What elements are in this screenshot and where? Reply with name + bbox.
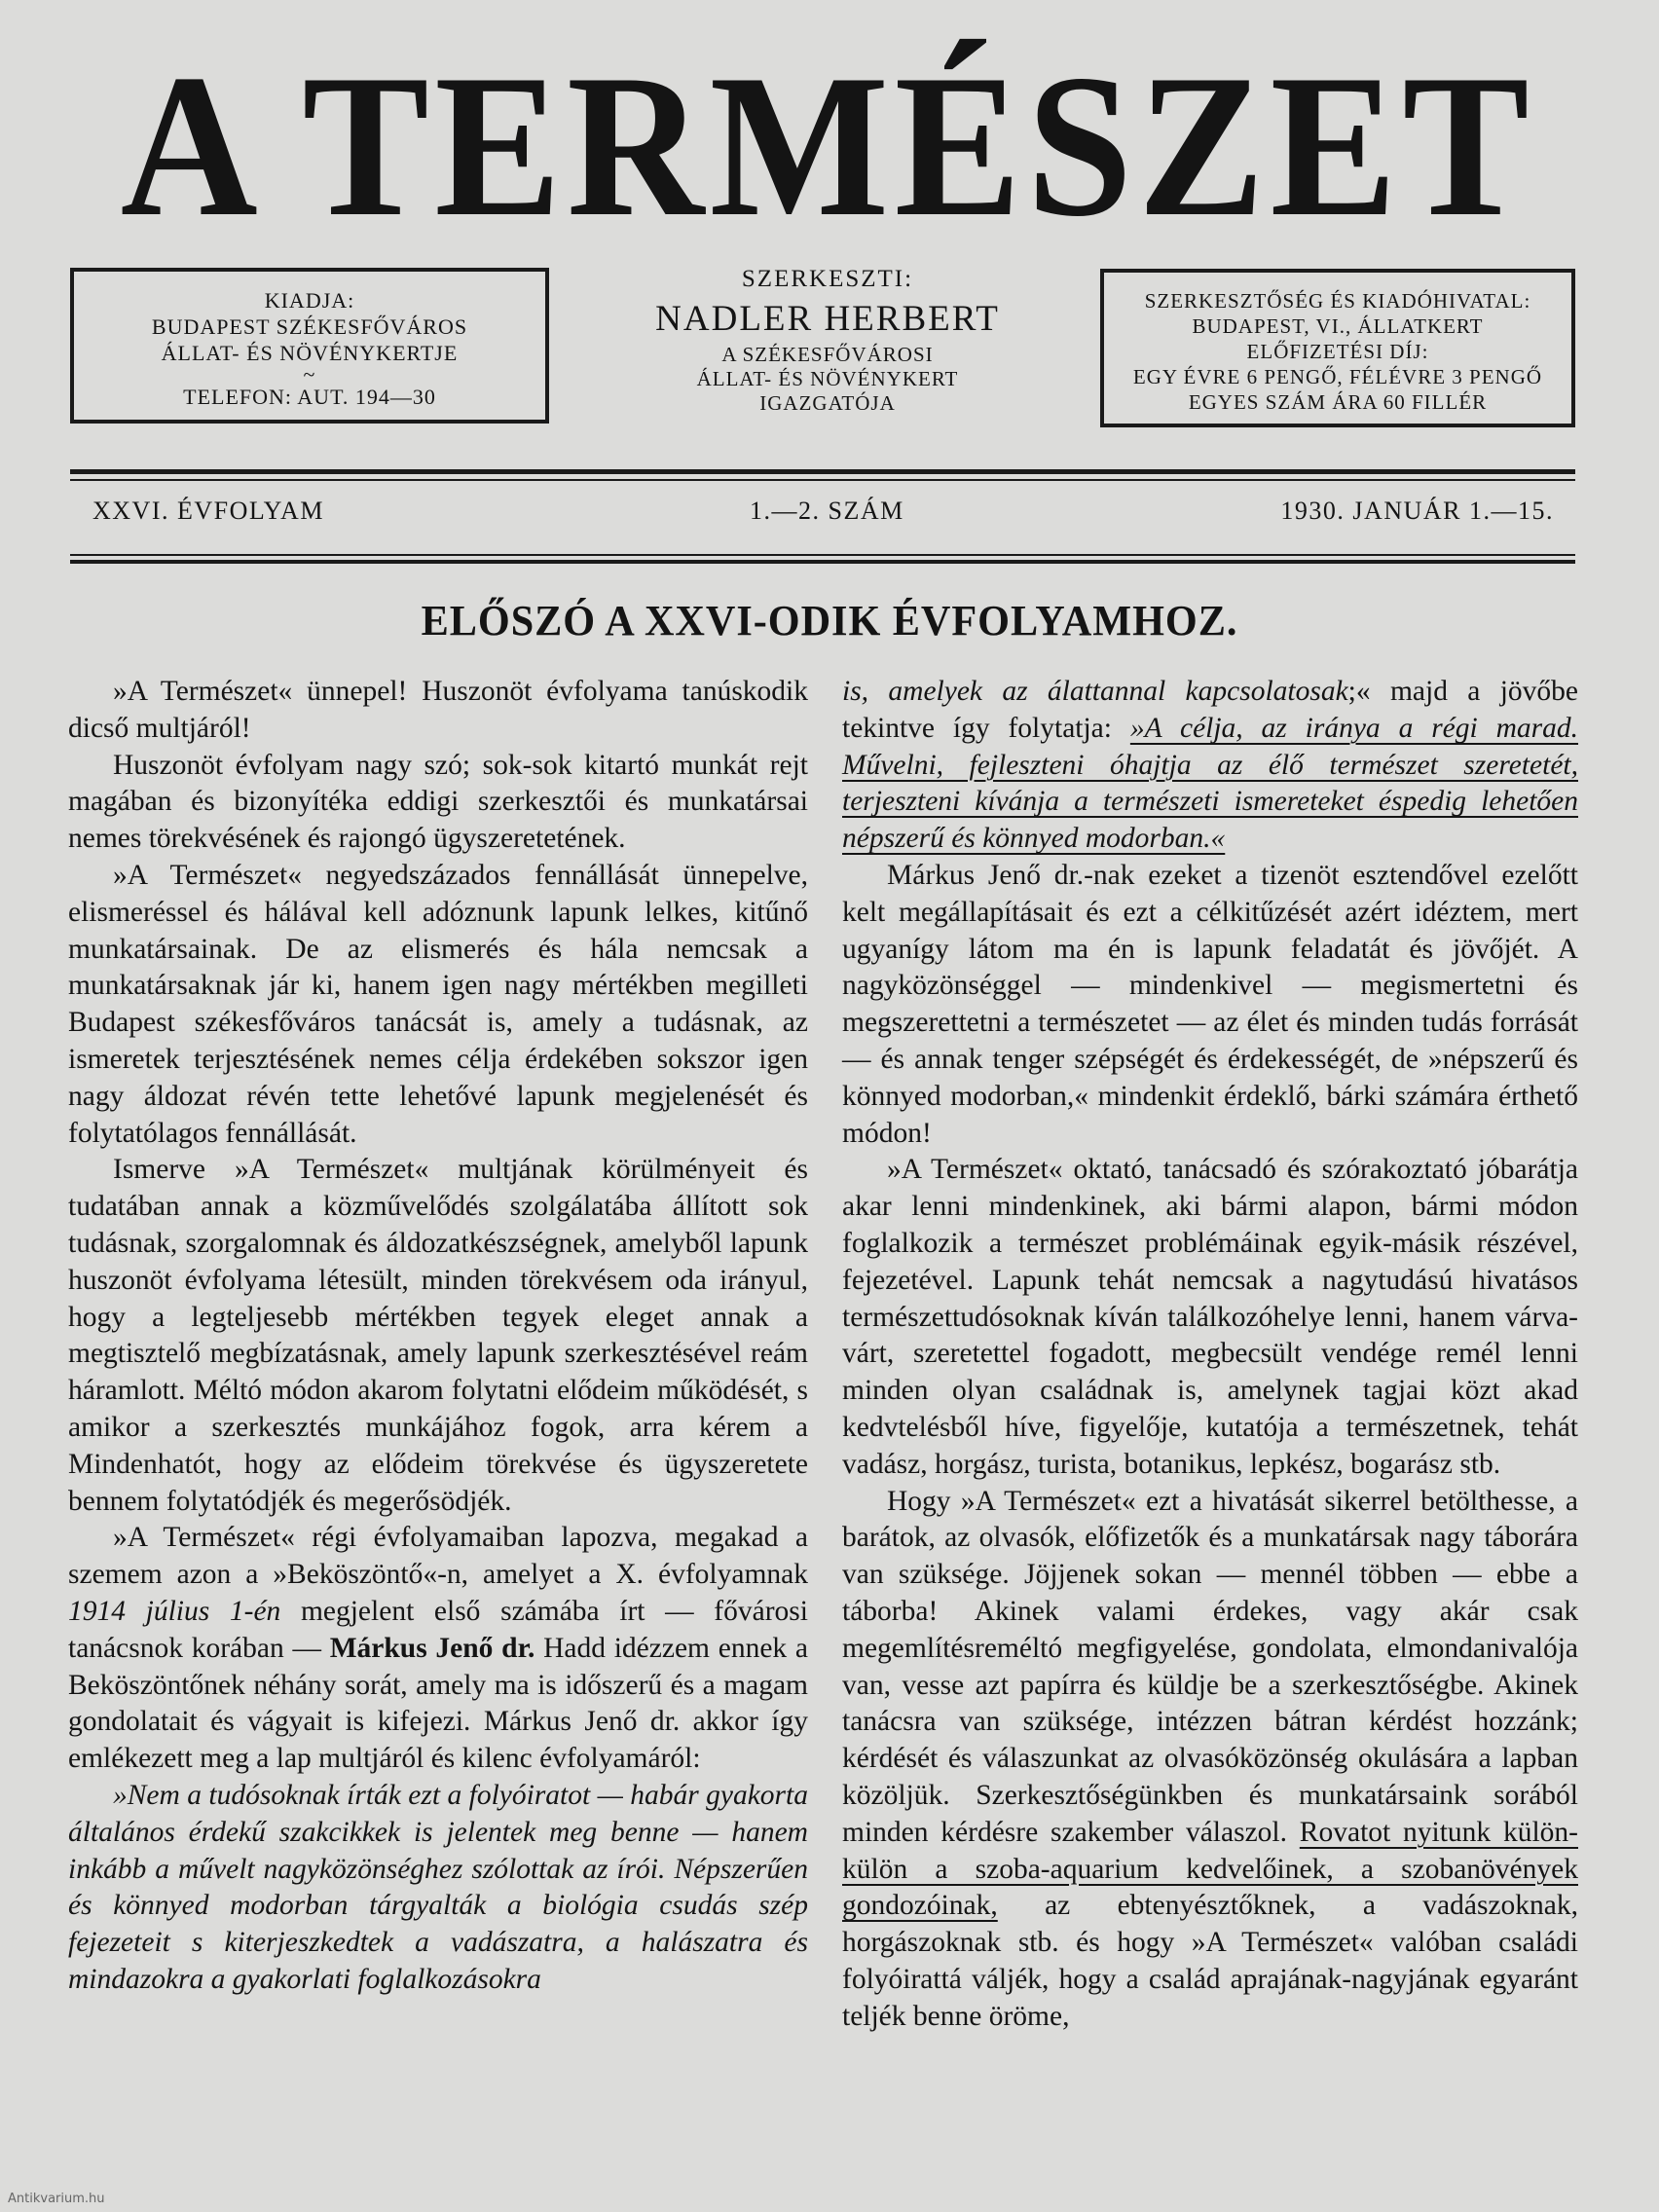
- publisher-box: [70, 268, 549, 424]
- publisher-label: KIADJA:: [264, 288, 355, 313]
- text-run: Hadd idézzem ennek a Beköszöntőnek néhány sorát, amely ma is időszerű és a magam gondolatait és vágyait is kifejezi. Márkus Jenő dr. akkor így emlékezett meg a lap multjáról és kilenc évfolyamáról:: [68, 1632, 809, 1775]
- quote-text: is, amelyek az álattannal kapcsolatosak: [842, 676, 1348, 707]
- text-run: megjelent első számába írt — fővárosi tanácsnok korában —: [68, 1595, 808, 1664]
- publisher-name: BUDAPEST SZÉKESFŐVÁROS: [151, 314, 468, 339]
- paragraph: »A Természet« ünnepel! Huszonöt évfolyama tanúskodik dicső multjáról!: [68, 676, 808, 744]
- paragraph: Huszonöt évfolyam nagy szó; sok-sok kitartó munkát rejt magában és bizonyítéka eddigi szerkesztői és munkatársai nemes törekvésének és rajongó ügyszeretetének.: [68, 749, 808, 855]
- masthead-title: A TERMÉSZET: [120, 33, 1535, 259]
- paragraph: »A Természet« negyedszázados fennállását ünnepelve, elismeréssel és hálával kell adóznunk lapunk lelkes, kitűnő munkatársainak. De az elismerés és hála nemcsak a munkatársaknak jár ki, hanem igen nagy mértékben megilleti Budapest székesfőváros tanácsát is, amely a tudásnak, az ismeretek terjesztésének nemes célja érdekében sokszor igen nagy áldozat révén tette lehetővé lapunk megjelenését és folytatólagos fennállását.: [68, 859, 808, 1149]
- editor-title-3: IGAZGATÓJA: [759, 391, 896, 415]
- paragraph: Ismerve »A Természet« multjának körülményeit és tudatában annak a közművelődés szolgálatába állított sok tudásnak, szorgalomnak és áldozatkészségnek, amelyből lapunk huszonöt évfolyama létesült, minden törekvésem oda irányul, hogy a legteljesebb mértékben tegyek eleget annak a megtisztelő megbízatásnak, amely lapunk szerkesztésével reám háramlott. Méltó módon akarom folytatni elődeim működését, s amikor a szerkesztés munkájához fogok, arra kérem a Mindenhatót, hogy az elődeim törekvése és ügyszeretete bennem folytatódjék és megerősödjék.: [68, 1154, 808, 1517]
- publisher-name-2: ÁLLAT- ÉS NÖVÉNYKERTJE: [161, 341, 459, 365]
- single-issue-price: EGYES SZÁM ÁRA 60 FILLÉR: [1188, 390, 1488, 414]
- watermark: Antikvarium.hu: [8, 2192, 105, 2206]
- article-column-left: [68, 674, 808, 1999]
- article-title: ELŐSZÓ A XXVI-ODIK ÉVFOLYAMHOZ.: [421, 597, 1238, 645]
- underlined-text: Rovatot nyitunk külön-külön a szoba-aquarium kedvelőinek, a szobanövények gondozóinak,: [842, 1816, 1578, 1922]
- underlined-quote: »A célja, az iránya a régi marad. Művelni, fejleszteni óhajtja az élő természet szeretetét, terjeszteni kívánja a természeti ismereteket éspedig lehetően népszerű és könnyed modorban.«: [842, 712, 1579, 855]
- editor-block: [584, 263, 1071, 416]
- quoted-paragraph: [68, 1778, 808, 1999]
- divider-rule: [70, 554, 1575, 556]
- divider-rule: [70, 479, 1575, 481]
- issue-number: 1.—2. SZÁM: [750, 497, 904, 525]
- flourish-ornament: ~: [303, 362, 316, 387]
- subscription-price: EGY ÉVRE 6 PENGŐ, FÉLÉVRE 3 PENGŐ: [1132, 365, 1543, 388]
- office-label: SZERKESZTŐSÉG ÉS KIADÓHIVATAL:: [1144, 289, 1531, 313]
- text-run: »A Természet« régi évfolyamaiban lapozva, megakad a szemem azon a »Beköszöntő«-n, amelyet a X. évfolyamnak: [68, 1522, 808, 1591]
- quote-text: »Nem a tudósoknak írták ezt a folyóiratot — habár gyakorta általános érdekű szakcikkek is jelentek meg benne — hanem inkább a művelt nagyközönséghez szólottak az írói. Népszerűen és könnyed modorban tárgyalták a biológia csudás szép fejezeteit s kiterjeszkedtek a vadászatra, a halászatra és mindazokra a gyakorlati foglalkozásokra: [68, 1779, 808, 1995]
- text-run: Hogy »A Természet« ezt a hivatását sikerrel betölthesse, a barátok, az olvasók, előfizetők és a munkatársak nagy táborára van szüksége. Jöjjenek sokan — mennél többen — ebbe a táborba! Akinek valami érdekes, vagy akár csak megemlítésreméltó megfigyelése, gondolata, elmondanivalója van, vesse azt papírra és küldje be a szerkesztőségbe. Akinek tanácsra van szüksége, intézzen bátran kérdést hozzánk; kérdését és válaszunkat az olvasóközönség okulására a lapban közöljük. Szerkesztőségünkben és munkatársaink sorából minden kérdésre szakember válaszol.: [842, 1485, 1578, 1848]
- editor-title-2: ÁLLAT- ÉS NÖVÉNYKERT: [696, 367, 959, 390]
- article-column-right: [842, 674, 1578, 2035]
- paragraph: Márkus Jenő dr.-nak ezeket a tizenöt esztendővel ezelőtt kelt megállapításait és ezt a célkitűzését azért idéztem, mert ugyanígy látom ma én is lapunk feladatát és jövőjét. A nagyközönséggel — mindenkivel — megismertetni és megszerettetni a természetet — az élet és minden tudás forrását — és annak tenger szépségét és érdekességét, de »népszerű és könnyed modorban,« mindenkit érdeklő, bárki számára érthető módon!: [842, 859, 1578, 1149]
- office-address: BUDAPEST, VI., ÁLLATKERT: [1192, 314, 1484, 338]
- divider-rule: [70, 560, 1575, 564]
- date-reference: 1914 július 1-én: [68, 1595, 281, 1627]
- text-run: ;« majd a jövőbe tekintve így folytatja:: [842, 676, 1578, 744]
- issue-date: 1930. JANUÁR 1.—15.: [1280, 497, 1554, 525]
- paragraph: [68, 1520, 808, 1778]
- editor-name: NADLER HERBERT: [655, 299, 1000, 339]
- office-box: [1100, 269, 1575, 427]
- publisher-phone: TELEFON: AUT. 194—30: [183, 385, 436, 409]
- editor-title-1: A SZÉKESFŐVÁROSI: [721, 343, 934, 366]
- text-run: az ebtenyésztőknek, a vadászoknak, horgászoknak stb. és hogy »A Természet« valóban családi folyóirattá váljék, hogy a család aprajának-nagyjának egyaránt teljék benne öröme,: [842, 1890, 1578, 2032]
- author-reference: Márkus Jenő dr.: [329, 1632, 535, 1664]
- paragraph: [842, 674, 1578, 858]
- divider-rule: [70, 469, 1575, 474]
- issue-volume: XXVI. ÉVFOLYAM: [92, 497, 324, 525]
- paragraph: »A Természet« oktató, tanácsadó és szórakoztató jóbarátja akar lenni mindenkinek, aki bármi alapon, bármi módon foglalkozik a természet problémáinak egyik-másik részével, fejezetével. Lapunk tehát nemcsak a nagytudású hivatásos természettudósoknak kíván találkozóhelye lenni, hanem várva-várt, szeretettel fogadott, megbecsült vendége remél lenni minden olyan családnak is, amelynek tagjai közt akad kedvtelésből híve, figyelője, kutatója a természetnek, tehát vadász, horgász, turista, botanikus, lepkész, bogarász stb.: [842, 1154, 1578, 1480]
- subscription-label: ELŐFIZETÉSI DÍJ:: [1246, 340, 1429, 363]
- paragraph: [842, 1484, 1578, 2036]
- editor-label: SZERKESZTI:: [741, 266, 914, 292]
